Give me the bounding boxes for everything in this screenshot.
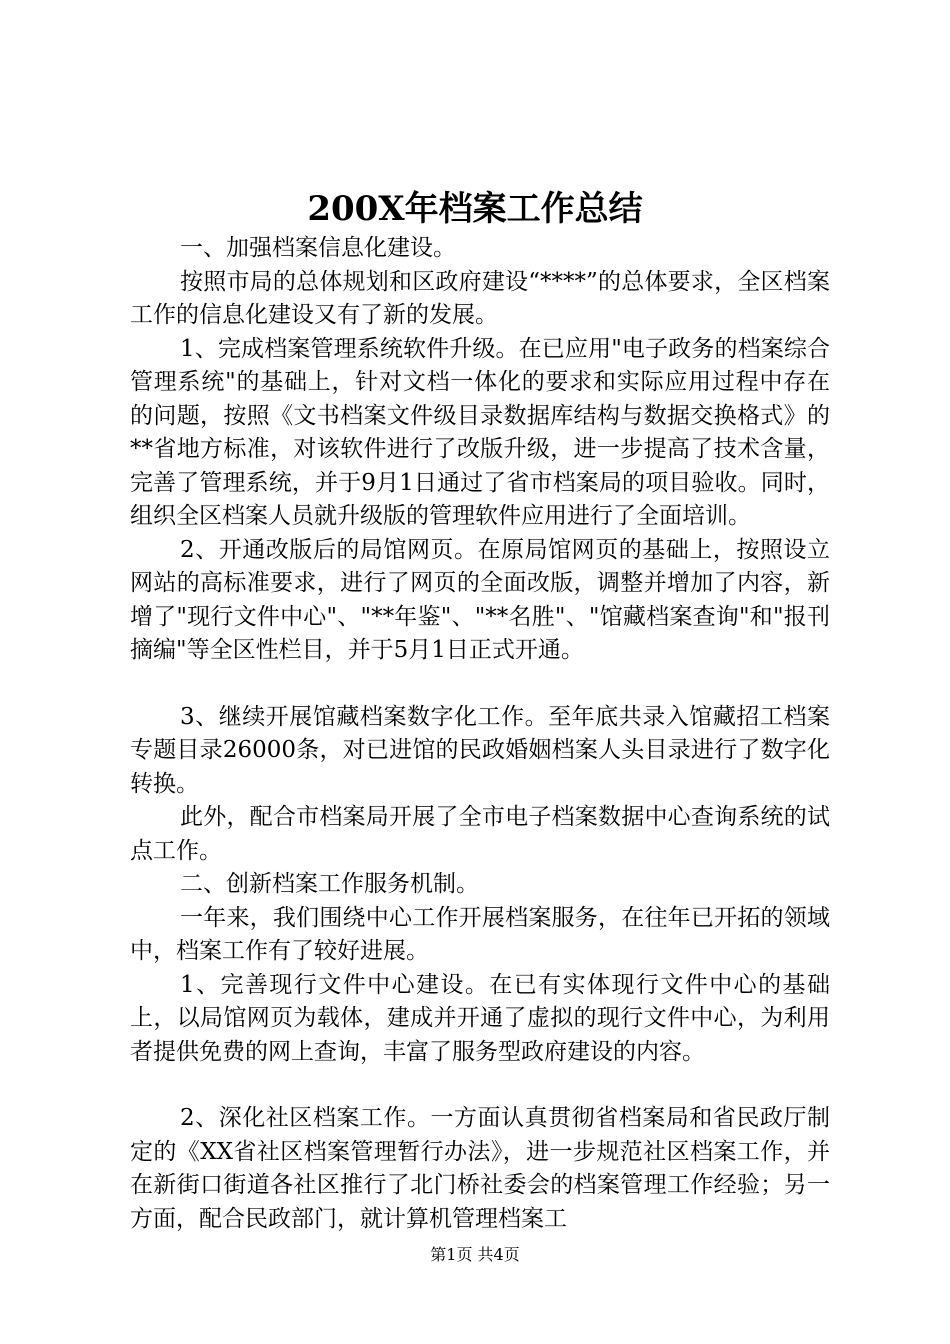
paragraph: 一年来，我们围绕中心工作开展档案服务，在往年已开拓的领域中，档案工作有了较好进展。 — [130, 904, 830, 964]
paragraph: 2、开通改版后的局馆网页。在原局馆网页的基础上，按照设立网站的高标准要求，进行了网页的全面改版，调整并增加了内容，新增了"现行文件中心"、"**年鉴"、"**名胜"、"馆藏档案查询"和"报刊摘编"等全区性栏目，并于5月1日正式开通。 — [130, 536, 830, 663]
section-heading-2: 二、创新档案工作服务机制。 — [180, 871, 479, 897]
document-title: 200X年档案工作总结 — [307, 189, 643, 229]
page-footer — [0, 1244, 950, 1266]
document-body — [130, 232, 830, 1236]
section-heading-1: 一、加强档案信息化建设。 — [180, 235, 456, 261]
paragraph: 按照市局的总体规划和区政府建设“****”的总体要求，全区档案工作的信息化建设又有了新的发展。 — [130, 268, 830, 328]
paragraph: 此外，配合市档案局开展了全市电子档案数据中心查询系统的试点工作。 — [130, 804, 830, 864]
paragraph: 3、继续开展馆藏档案数字化工作。至年底共录入馆藏招工档案专题目录26000条，对已进馆的民政婚姻档案人头目录进行了数字化转换。 — [130, 703, 830, 797]
page-number: 第1页 共4页 — [430, 1245, 520, 1264]
paragraph: 1、完善现行文件中心建设。在已有实体现行文件中心的基础上，以局馆网页为载体，建成并开通了虚拟的现行文件中心，为利用者提供免费的网上查询，丰富了服务型政府建设的内容。 — [130, 971, 830, 1065]
paragraph: 1、完成档案管理系统软件升级。在已应用"电子政务的档案综合管理系统"的基础上，针对文档一体化的要求和实际应用过程中存在的问题，按照《文书档案文件级目录数据库结构与数据交换格式》的**省地方标准，对该软件进行了改版升级，进一步提高了技术含量，完善了管理系统，并于9月1日通过了省市档案局的项目验收。同时，组织全区档案人员就升级版的管理软件应用进行了全面培训。 — [130, 335, 830, 529]
paragraph: 2、深化社区档案工作。一方面认真贯彻省档案局和省民政厅制定的《XX省社区档案管理暂行办法》，进一步规范社区档案工作，并在新街口街道各社区推行了北门桥社委会的档案管理工作经验；另一方面，配合民政部门，就计算机管理档案工 — [130, 1105, 830, 1232]
